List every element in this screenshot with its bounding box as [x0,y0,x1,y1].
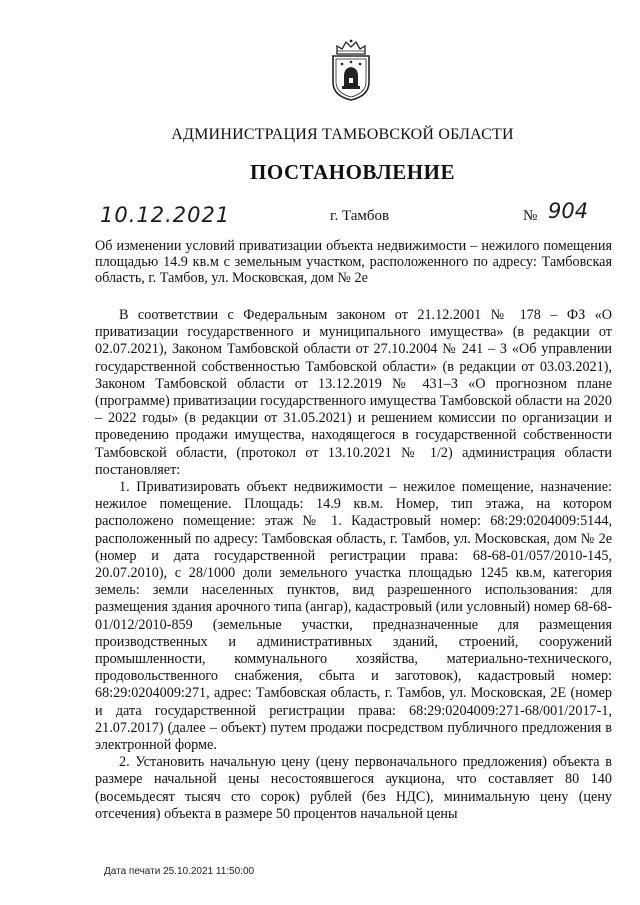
document-subject: Об изменении условий приватизации объекта недвижимости – нежилого помещения площадью 14.9 кв.м с земельным участком, расположенного по адресу: Тамбовская область, г. Тамбов, ул. Московская, дом № 2е [95,238,612,286]
handwritten-number: 904 [548,199,589,223]
organization-name: АДМИНИСТРАЦИЯ ТАМБОВСКОЙ ОБЛАСТИ [171,126,514,143]
item-2-paragraph: 2. Установить начальную цену (цену первоначального предложения) объекта в размере начальной цены несостоявшегося аукциона, что составляет 80 140 (восемьдесят тысяч сто сорок) рублей (без НДС), минимальную цену (цену отсечения) объекта в размере 50 процентов начальной цены [95,754,612,822]
coat-of-arms-icon [327,38,375,102]
document-body [95,307,612,823]
print-date-footer: Дата печати 25.10.2021 11:50:00 [104,866,255,877]
document-type-title: ПОСТАНОВЛЕНИЕ [250,160,455,184]
number-sign: № [523,208,538,224]
city-label: г. Тамбов [330,208,390,224]
preamble-paragraph: В соответствии с Федеральным законом от 21.12.2001 № 178 – ФЗ «О приватизации государственного и муниципального имущества» (в редакции от 02.07.2021), Законом Тамбовской области от 27.10.2004 № 241 – З «Об управлении государственной собственностью Тамбовской области» (в редакции от 03.03.2021), Законом Тамбовской области от 13.12.2019 № 431–З «О прогнозном плане (программе) приватизации государственного имущества Тамбовской области на 2020 – 2022 годы» (в редакции от 31.05.2021) и решением комиссии по организации и проведению продажи имущества, находящегося в государственной собственности Тамбовской области, (протокол от 13.10.2021 № 1/2) администрация области постановляет: [95,307,612,478]
handwritten-date: 10.12.2021 [100,203,231,227]
item-1-paragraph: 1. Приватизировать объект недвижимости – нежилое помещение, назначение: нежилое помещение. Площадь: 14.9 кв.м. Номер, тип этажа, на котором расположено помещение: этаж № 1. Кадастровый номер: 68:29:0204009:5144, расположенный по адресу: Тамбовская область, г. Тамбов, ул. Московская, дом № 2е (номер и дата государственной регистрации права: 68-68-01/057/2010-145, 20.07.2010), с 28/1000 доли земельного участка площадью 1245 кв.м, категория земель: земли населенных пунктов, вид разрешенного использования: для размещения здания арочного типа (ангар), кадастровый (или условный) номер 68-68-01/012/2010-859 (земельные участки, предназначенные для размещения производственных и административных зданий, строений, сооружений промышленности, коммунального хозяйства, материально-технического, продовольственного снабжения, сбыта и заготовок), кадастровый номер: 68:29:0204009:271, адрес: Тамбовская область, г. Тамбов, ул. Московская, 2Е (номер и дата государственной регистрации права: 68:29:0204009:271-68/001/2017-1, 21.07.2017) (далее – объект) путем продажи посредством публичного предложения в электронной форме. [95,479,612,754]
